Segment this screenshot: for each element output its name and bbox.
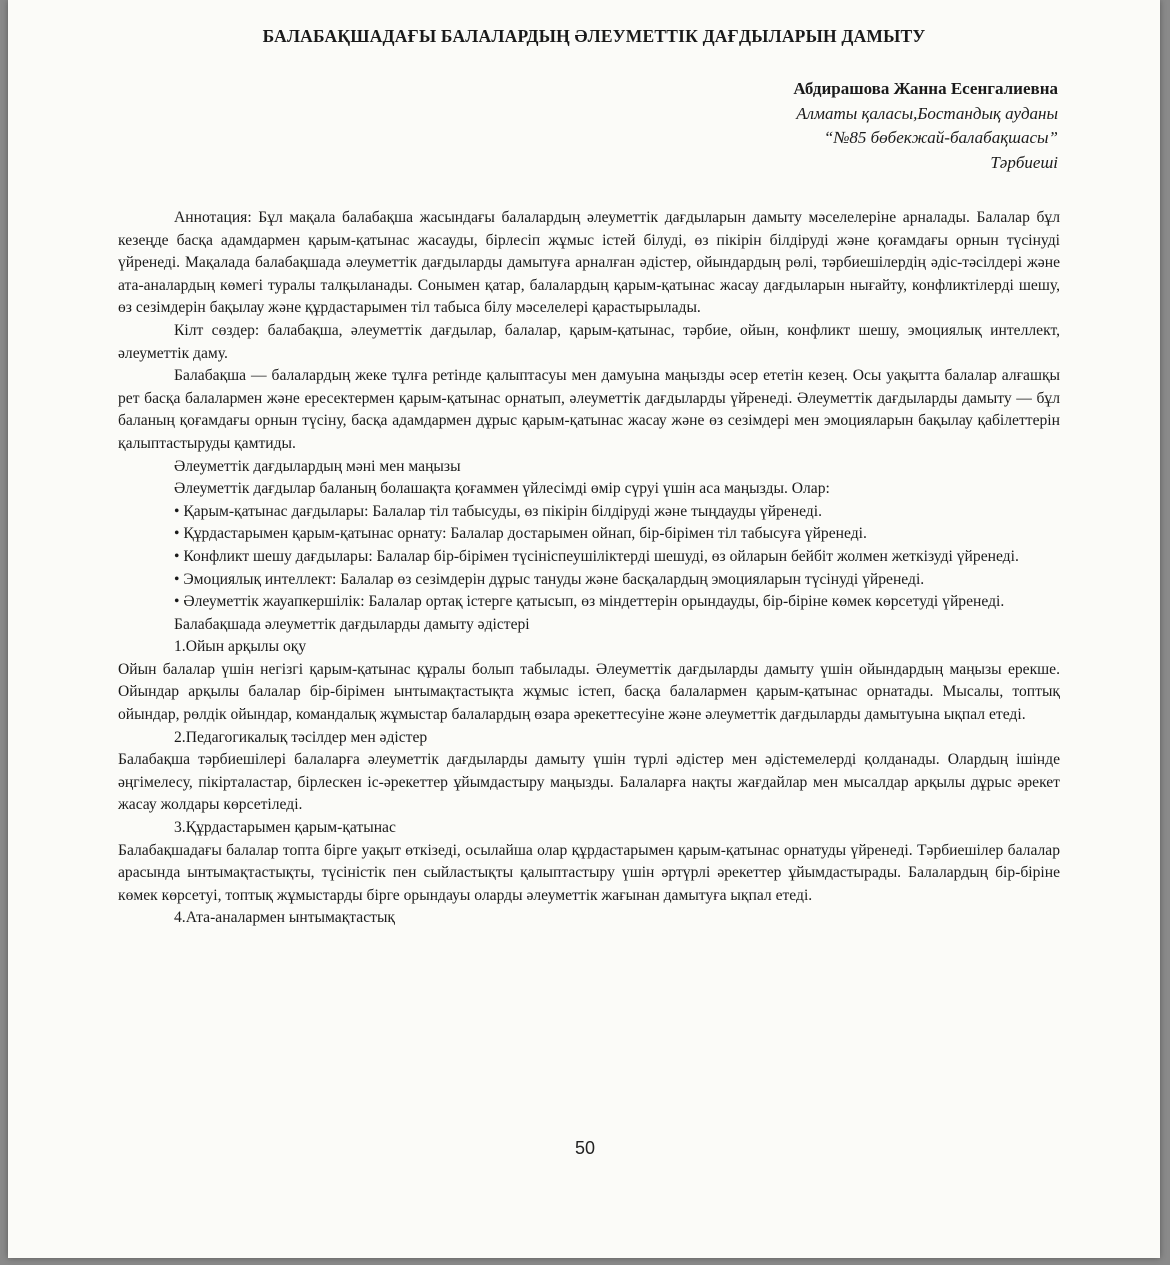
bullet-responsibility: • Әлеуметтік жауапкершілік: Балалар ортақ істерге қатысып, өз міндеттерін орындауды, бір-біріне көмек көрсетуді үйренеді. (174, 593, 1005, 611)
section-heading-methods: Балабақшада әлеуметтік дағдыларды дамыту әдістері (174, 615, 530, 633)
bullet-peers: • Құрдастарымен қарым-қатынас орнату: Балалар достарымен ойнап, бір-бірімен тіл табысуға үйренеді. (174, 525, 867, 543)
method-text-play: Ойын балалар үшін негізгі қарым-қатынас құралы болып табылады. Әлеуметтік дағдыларды дамыту үшін ойындардың маңызы ерекше. Ойындар арқылы балалар бір-бірімен ынтымақтастықта жұмыс істеп, басқа балалармен қарым-қатынас орнатады. Мысалы, топтық ойындар, рөлдік ойындар, командалық жұмыстар балалардың өзара әрекеттесуіне және әлеуметтік дағдыларды дамытуына ықпал етеді. (118, 660, 1060, 724)
document-page (8, 0, 1160, 1258)
section-heading-importance: Әлеуметтік дағдылардың мәні мен маңызы (174, 457, 461, 475)
method-heading-play: 1.Ойын арқылы оқу (174, 638, 307, 656)
article-title: БАЛАБАҚШАДАҒЫ БАЛАЛАРДЫҢ ӘЛЕУМЕТТІК ДАҒДЫЛАРЫН ДАМЫТУ (262, 26, 926, 46)
bullet-emotional: • Эмоциялық интеллект: Балалар өз сезімдерін дұрыс тануды және басқалардың эмоцияларын түсінуді үйренеді. (174, 570, 925, 588)
bullet-conflict: • Конфликт шешу дағдылары: Балалар бір-бірімен түсініспеушіліктерді шешуді, өз ойларын бейбіт жолмен жеткізуді үйренеді. (174, 547, 1019, 565)
author-block (118, 77, 1060, 175)
method-heading-peers: 3.Құрдастарымен қарым-қатынас (174, 819, 396, 837)
bullet-communication: • Қарым-қатынас дағдылары: Балалар тіл табысуды, өз пікірін білдіруді және тыңдауды үйренеді. (174, 502, 822, 520)
page-number: 50 (574, 1138, 596, 1158)
author-city: Алматы қаласы,Бостандық ауданы (796, 103, 1058, 123)
intro-paragraph: Балабақша — балалардың жеке тұлға ретінде қалыптасуы мен дамуына маңызды әсер ететін кезең. Осы уақытта балалар алғашқы рет басқа балалармен және ересектермен қарым-қатынас орнатып, әлеуметтік дағдыларды үйренеді. Әлеуметтік дағдыларды дамыту — бұл баланың қоғамдағы орнын түсіну, басқа адамдармен дұрыс қарым-қатынас жасау және өз сезімдері мен эмоцияларын бақылау қабілеттерін қалыптастыруды қамтиды. (118, 367, 1060, 452)
annotation-paragraph: Аннотация: Бұл мақала балабақша жасындағы балалардың әлеуметтік дағдыларын дамыту мәселелеріне арналады. Балалар бұл кезеңде басқа адамдармен қарым-қатынас жасауды, бірлесіп жұмыс істей білуді, өз пікірін білдіруді және қоғамдағы орнын түсінуді үйренеді. Мақалада балабақшада әлеуметтік дағдыларды дамытуға арналған әдістер, ойындардың рөлі, тәрбиешілердің әдіс-тәсілдері және ата-аналардың көмегі туралы талқыланады. Сонымен қатар, балалардың қарым-қатынас жасау дағдыларын нығайту, конфликтілерді шешу, өз сезімдерін бақылау және құрдастарымен тіл табыса білу мәселелері қарастырылады. (118, 209, 1060, 317)
page-content (118, 26, 1060, 930)
keywords-paragraph: Кілт сөздер: балабақша, әлеуметтік дағдылар, балалар, қарым-қатынас, тәрбие, ойын, конфликт шешу, эмоциялық интеллект, әлеуметтік даму. (118, 321, 1060, 362)
method-text-pedagogical: Балабақша тәрбиешілері балаларға әлеуметтік дағдыларды дамыту үшін түрлі әдістер мен әдістемелерді қолданады. Олардың ішінде әңгімелесу, пікірталастар, бірлескен іс-әрекеттер ұйымдастыру маңызды. Балаларға нақты жағдайлар мен мысалдар арқылы дұрыс әрекет жасау жолдары көрсетіледі. (118, 751, 1060, 814)
author-organization: “№85 бөбекжай-балабақшасы” (823, 128, 1058, 147)
section-importance-text: Әлеуметтік дағдылар баланың болашақта қоғаммен үйлесімді өмір сүруі үшін аса маңызды. Олар: (174, 480, 830, 498)
method-heading-pedagogical: 2.Педагогикалық тәсілдер мен әдістер (174, 728, 428, 746)
method-text-peers: Балабақшадағы балалар топта бірге уақыт өткізеді, осылайша олар құрдастарымен қарым-қатынас орнатуды үйренеді. Тәрбиешілер балалар арасында ынтымақтастықты, түсіністік пен сыйластықты қалыптастыру үшін әртүрлі әрекеттер ұйымдастырады. Балалардың бір-біріне көмек көрсетуі, топтық жұмыстарды бірге орындауы оларды әлеуметтік жағынан дамытуға ықпал етеді. (118, 841, 1060, 904)
author-position: Тәрбиеші (990, 152, 1058, 172)
method-heading-parents: 4.Ата-аналармен ынтымақтастық (174, 909, 396, 927)
author-name: Абдирашова Жанна Есенгалиевна (793, 79, 1058, 98)
article-body (118, 207, 1060, 930)
